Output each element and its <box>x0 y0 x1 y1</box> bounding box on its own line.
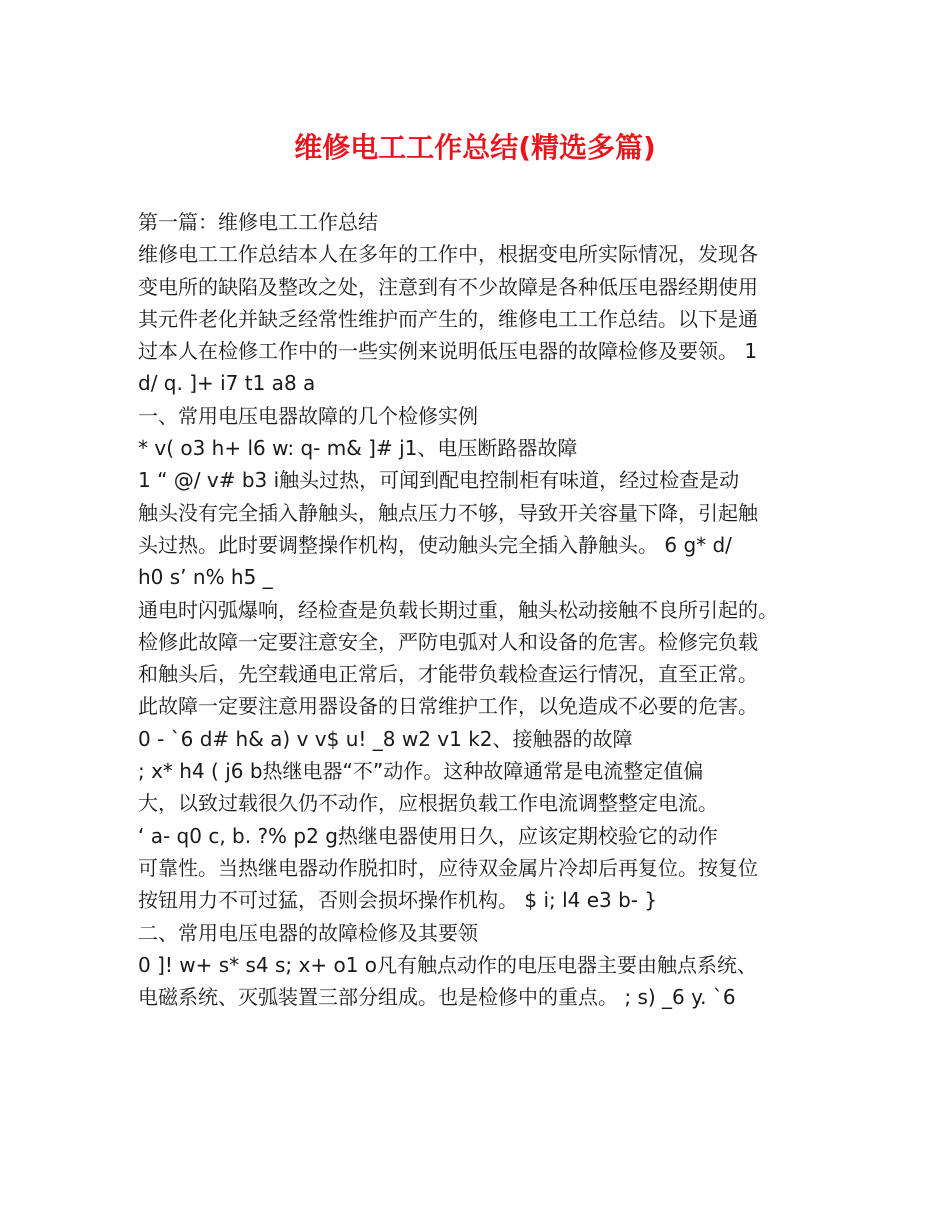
text-line: 维修电工工作总结本人在多年的工作中，根据变电所实际情况，发现各 <box>138 242 758 267</box>
text-line: 其元件老化并缺乏经常性维护而产生的，维修电工工作总结。以下是通 <box>138 306 758 331</box>
text-line: * v( o3 h+ l6 w: q- m& ]# j1、电压断路器故障 <box>138 436 578 461</box>
text-line: 大，以致过载很久仍不动作，应根据负载工作电流调整整定电流。 <box>138 791 718 816</box>
text-line: ‘ a- q0 c, b. ?% p2 g热继电器使用日久，应该定期校验它的动作 <box>138 823 718 848</box>
text-line: 电磁系统、灭弧装置三部分组成。也是检修中的重点。 ; s) _6 y. `6 <box>138 985 736 1010</box>
text-line: 按钮用力不可过猛，否则会损坏操作机构。 $ i; l4 e3 b- } <box>138 888 658 913</box>
text-line: 和触头后，先空载通电正常后，才能带负载检查运行情况，直至正常。 <box>138 662 758 687</box>
text-line: 0 ]! w+ s* s4 s; x+ o1 o凡有触点动作的电压电器主要由触点系统、 <box>138 952 758 977</box>
text-line: 一、常用电压电器故障的几个检修实例 <box>138 403 478 428</box>
text-line: 此故障一定要注意用器设备的日常维护工作，以免造成不必要的危害。 <box>138 694 758 719</box>
text-line: 触头没有完全插入静触头，触点压力不够，导致开关容量下降，引起触 <box>138 500 758 525</box>
text-line: 头过热。此时要调整操作机构，使动触头完全插入静触头。 6 g* d/ <box>138 532 732 557</box>
text-line: d/ q. ]+ i7 t1 a8 a <box>138 371 316 396</box>
text-line: 检修此故障一定要注意安全，严防电弧对人和设备的危害。检修完负载 <box>138 629 758 654</box>
document-title: 维修电工工作总结(精选多篇) <box>294 131 656 164</box>
text-line: 过本人在检修工作中的一些实例来说明低压电器的故障检修及要领。 1 <box>138 339 758 364</box>
text-line: 可靠性。当热继电器动作脱扣时，应待双金属片冷却后再复位。按复位 <box>138 855 758 880</box>
document-body <box>138 206 838 1013</box>
text-line: 二、常用电压电器的故障检修及其要领 <box>138 920 478 945</box>
text-line: 变电所的缺陷及整改之处，注意到有不少故障是各种低压电器经期使用 <box>138 274 758 299</box>
text-line: 0 - `6 d# h& a) v v$ u! _8 w2 v1 k2、接触器的故障 <box>138 726 633 751</box>
text-line: ; x* h4 ( j6 b热继电器“不”动作。这种故障通常是电流整定值偏 <box>138 759 704 784</box>
text-line: 通电时闪弧爆响，经检查是负载长期过重，触头松动接触不良所引起的。 <box>138 597 778 622</box>
text-line: h0 s’ n% h5 _ <box>138 565 273 590</box>
text-line: 1 “ @/ v# b3 i触头过热，可闻到配电控制柜有味道，经过检查是动 <box>138 468 740 493</box>
text-line: 第一篇：维修电工工作总结 <box>138 210 378 234</box>
